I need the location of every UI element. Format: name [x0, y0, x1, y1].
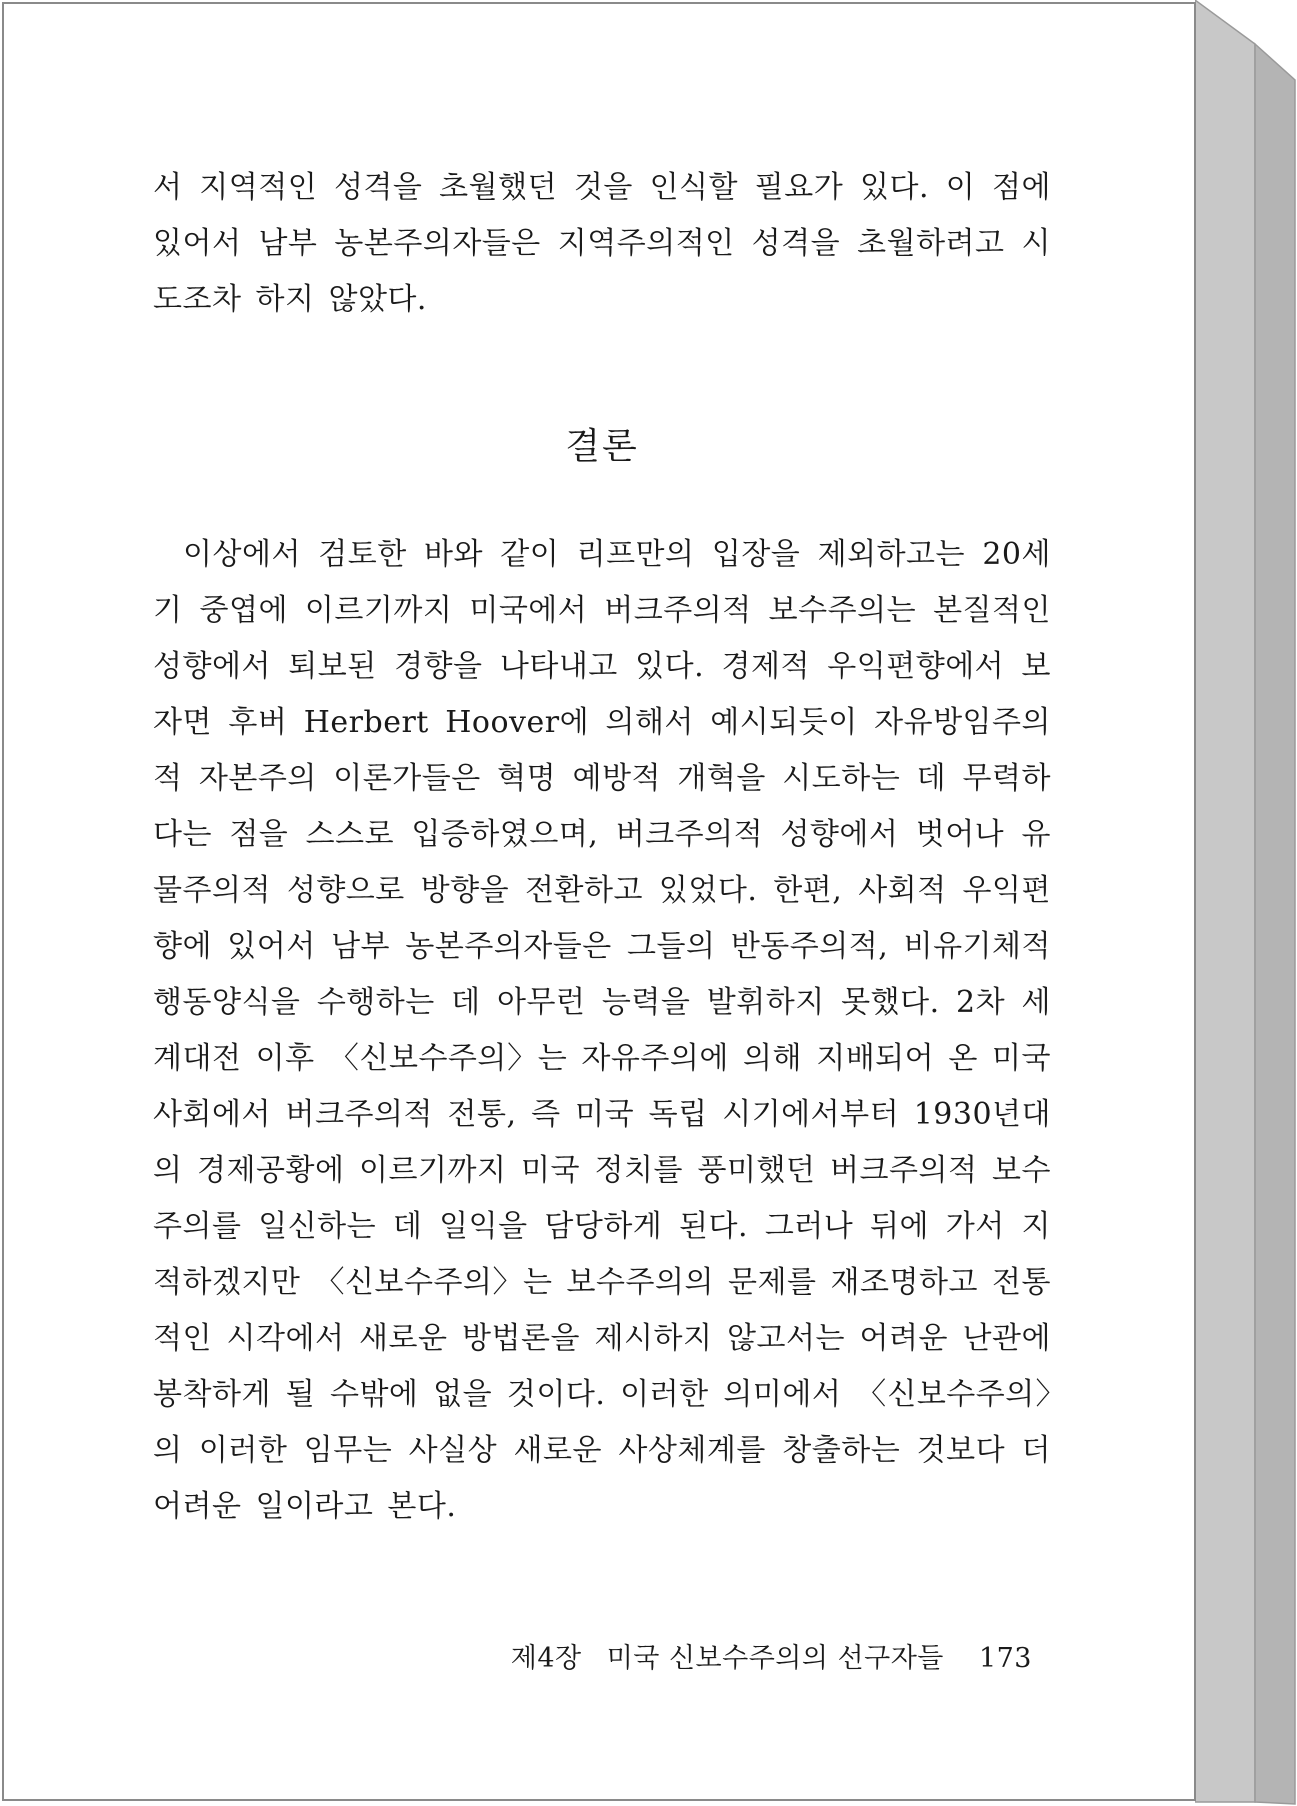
page-footer [511, 1636, 1032, 1675]
footer-chapter: 제4장 [510, 1643, 582, 1674]
page-number: 173 [978, 1643, 1032, 1674]
paragraph-conclusion: 이상에서 검토한 바와 같이 리프만의 입장을 제외하고는 20세기 중엽에 이르기까지 미국에서 버크주의적 보수주의는 본질적인 성향에서 퇴보된 경향을 나타내고 있다. 경제적 우익편향에서 보자면 후버 Herbert Hoover에 의해서 예시되듯이 자유방임주의적 자본주의 이론가들은 혁명 예방적 개혁을 시도하는 데 무력하다는 점을 스스로 입증하였으며, 버크주의적 성향에서 벗어나 유물주의적 성향으로 방향을 전환하고 있었다. 한편, 사회적 우익편향에 있어서 남부 농본주의자들은 그들의 반동주의적, 비유기체적 행동양식을 수행하는 데 아무런 능력을 발휘하지 못했다. 2차 세계대전 이후 〈신보수주의〉는 자유주의에 의해 지배되어 온 미국 사회에서 버크주의적 전통, 즉 미국 독립 시기에서부터 1930년대의 경제공황에 이르기까지 미국 정치를 풍미했던 버크주의적 보수주의를 일신하는 데 일익을 담당하게 된다. 그러나 뒤에 가서 지적하겠지만 〈신보수주의〉는 보수주의의 문제를 재조명하고 전통적인 시각에서 새로운 방법론을 제시하지 않고서는 어려운 난관에 봉착하게 될 수밖에 없을 것이다. 이러한 의미에서 〈신보수주의〉의 이러한 임무는 사실상 새로운 사상체계를 창출하는 것보다 더 어려운 일이라고 본다. [153, 537, 1051, 1524]
section-heading: 결론 [565, 426, 639, 467]
book-thickness-edge [1195, 0, 1297, 1806]
paragraph-continued: 서 지역적인 성격을 초월했던 것을 인식할 필요가 있다. 이 점에 있어서 남부 농본주의자들은 지역주의적인 성격을 초월하려고 시도조차 하지 않았다. [153, 170, 1051, 317]
footer-chapter-title: 미국 신보수주의의 선구자들 [606, 1643, 944, 1674]
